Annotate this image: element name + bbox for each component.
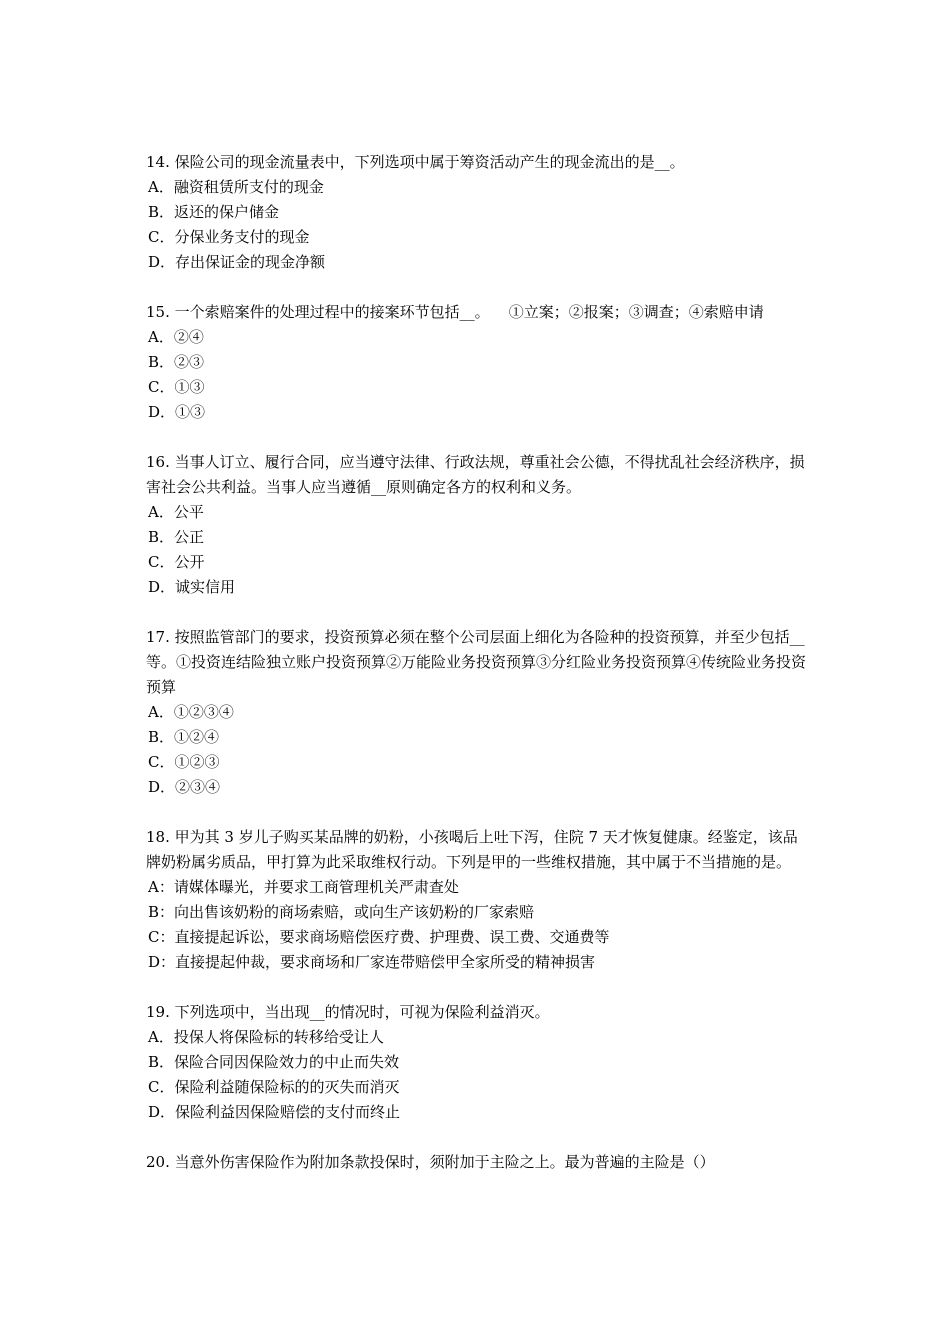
option-b: B．保险合同因保险效力的中止而失效 [148, 1053, 400, 1071]
question-19 [146, 1000, 811, 1125]
option-c: C．①②③ [148, 753, 220, 771]
question-stem: 19. 下列选项中，当出现__的情况时，可视为保险利益消灭。 [146, 1003, 550, 1021]
option-c: C．公开 [148, 553, 205, 571]
question-stem: 14. 保险公司的现金流量表中，下列选项中属于筹资活动产生的现金流出的是__。 [146, 153, 685, 171]
question-stem: 17. 按照监管部门的要求，投资预算必须在整个公司层面上细化为各险种的投资预算，并至少包括__等。①投资连结险独立账户投资预算②万能险业务投资预算③分红险业务投资预算④传统险业务投资预算 [146, 628, 807, 696]
option-a: A．①②③④ [148, 703, 234, 721]
option-b: B．①②④ [148, 728, 220, 746]
question-18 [146, 825, 811, 975]
option-a: A．投保人将保险标的转移给受让人 [148, 1028, 384, 1046]
option-b: B：向出售该奶粉的商场索赔，或向生产该奶粉的厂家索赔 [148, 903, 535, 921]
question-17 [146, 625, 811, 800]
option-d: D：直接提起仲裁，要求商场和厂家连带赔偿甲全家所受的精神损害 [148, 953, 596, 971]
option-d: D．①③ [148, 403, 206, 421]
question-stem: 15. 一个索赔案件的处理过程中的接案环节包括__。 ①立案；②报案；③调查；④索赔申请 [146, 303, 764, 321]
question-14 [146, 150, 811, 275]
option-d: D．存出保证金的现金净额 [148, 253, 326, 271]
option-a: A．②④ [148, 328, 204, 346]
option-c: C．分保业务支付的现金 [148, 228, 310, 246]
option-d: D．②③④ [148, 778, 221, 796]
option-a: A．融资租赁所支付的现金 [148, 178, 324, 196]
question-16 [146, 450, 811, 600]
document-page [146, 150, 811, 1200]
question-stem: 18. 甲为其 3 岁儿子购买某品牌的奶粉，小孩喝后上吐下泻，住院 7 天才恢复健康。经鉴定，该品牌奶粉属劣质品，甲打算为此采取维权行动。下列是甲的一些维权措施，其中属于不当措施的是。 [146, 828, 798, 871]
option-c: C：直接提起诉讼，要求商场赔偿医疗费、护理费、误工费、交通费等 [148, 928, 610, 946]
option-b: B．公正 [148, 528, 205, 546]
option-a: A：请媒体曝光，并要求工商管理机关严肃查处 [148, 878, 459, 896]
option-a: A．公平 [148, 503, 204, 521]
option-d: D．诚实信用 [148, 578, 236, 596]
question-stem: 16. 当事人订立、履行合同，应当遵守法律、行政法规，尊重社会公德，不得扰乱社会经济秩序，损害社会公共利益。当事人应当遵循__原则确定各方的权利和义务。 [146, 453, 805, 496]
option-d: D．保险利益因保险赔偿的支付而终止 [148, 1103, 401, 1121]
question-20 [146, 1150, 811, 1175]
question-15 [146, 300, 811, 425]
option-c: C．①③ [148, 378, 205, 396]
option-b: B．返还的保户储金 [148, 203, 280, 221]
option-b: B．②③ [148, 353, 205, 371]
option-c: C．保险利益随保险标的的灭失而消灭 [148, 1078, 400, 1096]
question-stem: 20. 当意外伤害保险作为附加条款投保时，须附加于主险之上。最为普遍的主险是（） [146, 1153, 715, 1171]
